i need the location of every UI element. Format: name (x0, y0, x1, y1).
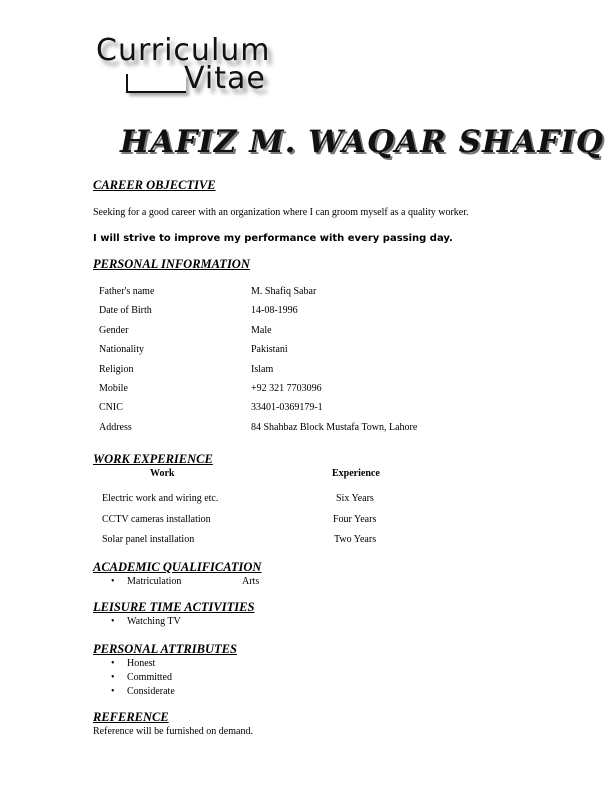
logo-bar (126, 74, 186, 93)
work-cell: CCTV cameras installation (102, 514, 211, 525)
info-value: Pakistani (251, 344, 288, 355)
info-label: Nationality (99, 344, 144, 355)
info-row (99, 364, 274, 375)
academic-heading: ACADEMIC QUALIFICATION (93, 560, 262, 574)
work-column-header: Work (150, 468, 175, 479)
info-row (99, 402, 323, 413)
logo-line2: Vitae (184, 61, 266, 96)
experience-cell: Six Years (336, 493, 374, 504)
info-row (99, 305, 298, 316)
attribute-text: Honest (127, 658, 156, 669)
info-row (99, 344, 288, 355)
info-row (99, 383, 322, 394)
candidate-name: HAFIZ M. WAQAR SHAFIQ (120, 124, 604, 160)
personal-info-heading: PERSONAL INFORMATION (93, 257, 250, 271)
work-cell: Electric work and wiring etc. (102, 493, 219, 504)
info-row (99, 325, 272, 336)
experience-cell: Four Years (333, 514, 377, 525)
bullet-icon: • (111, 616, 115, 627)
curriculum-vitae-logo (96, 33, 296, 96)
bullet-icon: • (111, 658, 115, 669)
academic-field: Arts (242, 576, 260, 587)
info-value: +92 321 7703096 (251, 383, 322, 394)
info-label: CNIC (99, 402, 123, 413)
experience-cell: Two Years (334, 534, 377, 545)
career-objective-text: Seeking for a good career with an organization where I can groom myself as a quality worker. (93, 207, 469, 218)
info-label: Date of Birth (99, 305, 152, 316)
bullet-icon: • (111, 672, 115, 683)
info-value: Islam (251, 364, 274, 375)
info-row (99, 422, 418, 433)
info-row (99, 286, 317, 297)
academic-degree: Matriculation (127, 576, 182, 587)
work-cell: Solar panel installation (102, 534, 195, 545)
info-label: Mobile (99, 383, 128, 394)
bullet-icon: • (111, 686, 115, 697)
leisure-heading: LEISURE TIME ACTIVITIES (93, 600, 255, 614)
info-value: 84 Shahbaz Block Mustafa Town, Lahore (251, 422, 418, 433)
attribute-text: Committed (127, 672, 172, 683)
info-label: Gender (99, 325, 129, 336)
leisure-text: Watching TV (127, 616, 181, 627)
info-value: 33401-0369179-1 (251, 402, 323, 413)
experience-column-header: Experience (332, 468, 380, 479)
logo-line1: Curriculum (96, 33, 271, 68)
work-experience-heading: WORK EXPERIENCE (93, 452, 213, 466)
info-value: Male (251, 325, 272, 336)
info-value: M. Shafiq Sabar (251, 286, 317, 297)
info-label: Address (99, 422, 132, 433)
reference-text: Reference will be furnished on demand. (93, 726, 253, 737)
info-label: Father's name (99, 286, 155, 297)
attributes-heading: PERSONAL ATTRIBUTES (93, 642, 237, 656)
attribute-text: Considerate (127, 686, 175, 697)
info-value: 14-08-1996 (251, 305, 298, 316)
reference-heading: REFERENCE (93, 710, 169, 724)
career-objective-heading: CAREER OBJECTIVE (93, 178, 216, 192)
career-objective-bold: I will strive to improve my performance with every passing day. (93, 233, 453, 244)
bullet-icon: • (111, 576, 115, 587)
info-label: Religion (99, 364, 134, 375)
